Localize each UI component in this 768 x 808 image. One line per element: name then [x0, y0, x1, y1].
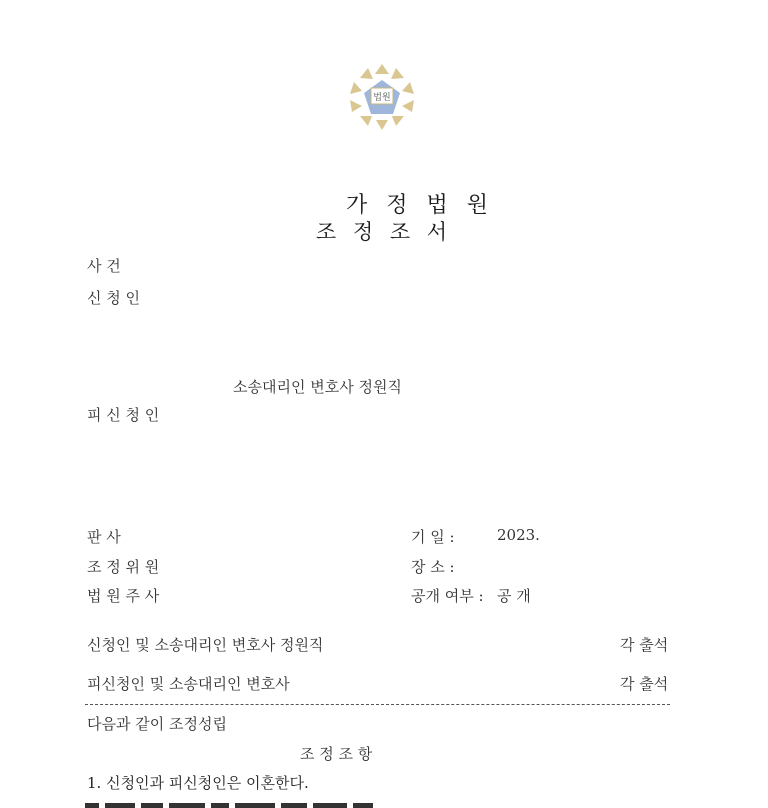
respondent-label: 피 신 청 인 — [87, 406, 160, 424]
clause-1: 1. 신청인과 피신청인은 이혼한다. — [87, 774, 309, 792]
settlement-established: 다음과 같이 조정성립 — [87, 715, 227, 733]
document-title: 조 정 조 서 — [315, 220, 453, 244]
court-name: 가 정 법 원 — [346, 193, 494, 218]
public-label: 공개 여부 : — [411, 587, 484, 605]
case-label: 사 건 — [87, 257, 121, 275]
court-emblem — [340, 60, 424, 132]
emblem-text: 법원 — [373, 93, 391, 103]
attendance-applicant-status: 각 출석 — [620, 636, 669, 654]
judge-label: 판 사 — [87, 528, 121, 546]
public-value: 공 개 — [497, 587, 531, 605]
applicant-label: 신 청 인 — [87, 289, 141, 307]
clauses-title: 조 정 조 항 — [300, 745, 373, 763]
clerk-label: 법 원 주 사 — [87, 587, 160, 605]
place-label: 장 소 : — [411, 558, 455, 576]
attendance-applicant: 신청인 및 소송대리인 변호사 정원직 — [87, 636, 324, 654]
applicant-representative: 소송대리인 변호사 정원직 — [233, 378, 402, 396]
attendance-respondent: 피신청인 및 소송대리인 변호사 — [87, 675, 290, 693]
date-label: 기 일 : — [411, 528, 455, 546]
mediator-label: 조 정 위 원 — [87, 558, 160, 576]
attendance-respondent-status: 각 출석 — [620, 675, 669, 693]
cut-off-text-line — [85, 798, 425, 808]
dashed-divider — [85, 704, 670, 705]
date-value: 2023. — [497, 526, 540, 544]
